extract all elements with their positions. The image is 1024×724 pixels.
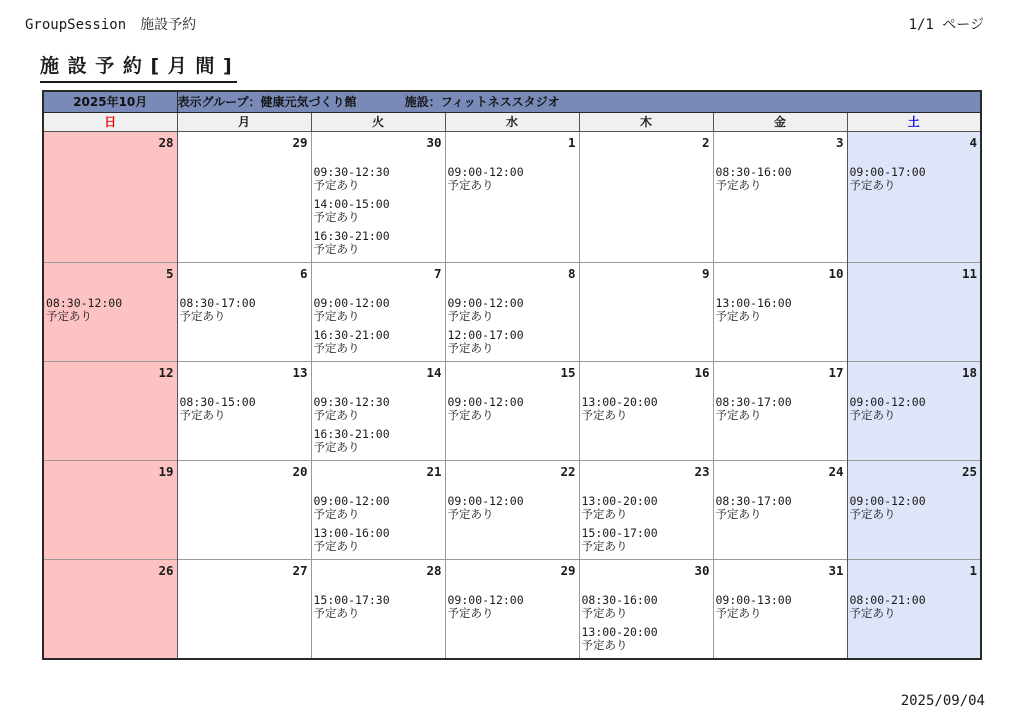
day-cell xyxy=(177,263,311,362)
day-cell xyxy=(579,263,713,362)
group-facility-header xyxy=(177,91,981,113)
weekday-thursday: 木 xyxy=(579,113,713,132)
day-events xyxy=(178,480,311,495)
day-events xyxy=(714,282,847,323)
day-events xyxy=(446,579,579,620)
reservation-entry xyxy=(582,396,711,422)
reservation-entry xyxy=(180,297,309,323)
reservation-status: 予定あり xyxy=(447,408,494,422)
day-number: 13 xyxy=(292,365,308,380)
calendar-week-row xyxy=(43,263,981,362)
day-number: 29 xyxy=(560,563,576,578)
day-events xyxy=(580,579,713,652)
day-number: 29 xyxy=(292,135,308,150)
day-cell xyxy=(579,560,713,660)
reservation-status: 予定あり xyxy=(313,539,360,553)
reservation-status: 予定あり xyxy=(581,539,628,553)
reservation-status: 予定あり xyxy=(313,507,360,521)
reservation-time: 13:00-20:00 xyxy=(581,494,658,508)
reservation-status: 予定あり xyxy=(313,242,360,256)
reservation-entry xyxy=(448,297,577,323)
print-date: 2025/09/04 xyxy=(900,693,985,709)
day-cell xyxy=(713,560,847,660)
day-number: 26 xyxy=(158,563,174,578)
day-events xyxy=(580,381,713,422)
reservation-time: 15:00-17:30 xyxy=(313,593,390,607)
reservation-status: 予定あり xyxy=(581,638,628,652)
day-number: 20 xyxy=(292,464,308,479)
reservation-time: 08:30-17:00 xyxy=(715,395,792,409)
day-number: 17 xyxy=(828,365,844,380)
day-number: 30 xyxy=(694,563,710,578)
day-events xyxy=(178,381,311,422)
reservation-entry xyxy=(716,396,845,422)
day-number: 24 xyxy=(828,464,844,479)
day-events xyxy=(446,282,579,355)
day-cell xyxy=(43,263,177,362)
day-events xyxy=(446,480,579,521)
day-cell xyxy=(43,362,177,461)
day-cell xyxy=(43,461,177,560)
day-number: 12 xyxy=(158,365,174,380)
reservation-time: 09:00-12:00 xyxy=(447,494,524,508)
page-indicator: 1/1 ページ xyxy=(908,17,984,33)
day-events xyxy=(44,579,177,594)
day-number: 7 xyxy=(433,266,442,281)
day-events xyxy=(714,579,847,620)
reservation-time: 09:30-12:30 xyxy=(313,395,390,409)
reservation-status: 予定あり xyxy=(313,440,360,454)
reservation-entry xyxy=(314,527,443,553)
reservation-status: 予定あり xyxy=(715,309,762,323)
day-events xyxy=(580,480,713,553)
reservation-entry xyxy=(716,297,845,323)
reservation-time: 09:00-12:00 xyxy=(447,165,524,179)
day-cell xyxy=(311,132,445,263)
reservation-time: 15:00-17:00 xyxy=(581,526,658,540)
day-number: 8 xyxy=(567,266,576,281)
day-cell xyxy=(177,132,311,263)
reservation-entry xyxy=(582,594,711,620)
day-events xyxy=(44,151,177,166)
day-number: 18 xyxy=(961,365,977,380)
day-number: 10 xyxy=(828,266,844,281)
app-title: GroupSession 施設予約 xyxy=(25,17,197,33)
calendar-week-row xyxy=(43,560,981,660)
weekday-wednesday: 水 xyxy=(445,113,579,132)
reservation-time: 08:30-12:00 xyxy=(46,296,123,310)
display-group-label: 表示グループ：健康元気づくり館 xyxy=(177,95,357,109)
reservation-status: 予定あり xyxy=(849,408,896,422)
day-events xyxy=(848,480,981,521)
day-cell xyxy=(445,132,579,263)
day-number: 1 xyxy=(567,135,576,150)
weekday-tuesday: 火 xyxy=(311,113,445,132)
facility-label: 施設：フィットネススタジオ xyxy=(404,95,560,109)
day-cell xyxy=(445,560,579,660)
day-number: 5 xyxy=(165,266,174,281)
reservation-status: 予定あり xyxy=(849,178,896,192)
reservation-time: 08:30-17:00 xyxy=(715,494,792,508)
day-cell xyxy=(847,132,981,263)
reservation-time: 09:00-12:00 xyxy=(447,395,524,409)
reservation-month-calendar xyxy=(42,90,982,660)
reservation-status: 予定あり xyxy=(179,408,226,422)
day-events xyxy=(446,381,579,422)
reservation-status: 予定あり xyxy=(849,507,896,521)
reservation-entry xyxy=(850,166,979,192)
day-events xyxy=(312,579,445,620)
day-cell xyxy=(713,263,847,362)
day-events xyxy=(714,480,847,521)
reservation-time: 08:00-21:00 xyxy=(849,593,926,607)
day-cell xyxy=(445,461,579,560)
reservation-time: 09:00-12:00 xyxy=(447,296,524,310)
day-number: 27 xyxy=(292,563,308,578)
reservation-time: 09:00-12:00 xyxy=(447,593,524,607)
day-cell xyxy=(713,132,847,263)
day-cell xyxy=(43,560,177,660)
day-events xyxy=(178,151,311,166)
reservation-entry xyxy=(46,297,175,323)
reservation-status: 予定あり xyxy=(581,408,628,422)
reservation-entry xyxy=(850,396,979,422)
day-events xyxy=(312,480,445,553)
day-number: 16 xyxy=(694,365,710,380)
reservation-time: 08:30-16:00 xyxy=(581,593,658,607)
day-number: 22 xyxy=(560,464,576,479)
reservation-entry xyxy=(448,166,577,192)
day-number: 31 xyxy=(828,563,844,578)
reservation-entry xyxy=(314,396,443,422)
day-cell xyxy=(311,560,445,660)
day-cell xyxy=(579,132,713,263)
reservation-status: 予定あり xyxy=(715,606,762,620)
reservation-entry xyxy=(448,329,577,355)
reservation-time: 13:00-20:00 xyxy=(581,625,658,639)
reservation-time: 16:30-21:00 xyxy=(313,229,390,243)
day-cell xyxy=(43,132,177,263)
day-cell xyxy=(847,461,981,560)
reservation-entry xyxy=(850,594,979,620)
reservation-status: 予定あり xyxy=(715,408,762,422)
day-number: 19 xyxy=(158,464,174,479)
day-cell xyxy=(847,362,981,461)
day-events xyxy=(580,151,713,166)
day-events xyxy=(580,282,713,297)
day-number: 14 xyxy=(426,365,442,380)
day-number: 28 xyxy=(426,563,442,578)
reservation-status: 予定あり xyxy=(313,341,360,355)
day-events xyxy=(178,579,311,594)
day-cell xyxy=(445,263,579,362)
reservation-time: 09:00-12:00 xyxy=(313,296,390,310)
reservation-entry xyxy=(716,594,845,620)
day-cell xyxy=(847,560,981,660)
reservation-status: 予定あり xyxy=(447,507,494,521)
reservation-entry xyxy=(582,527,711,553)
day-number: 23 xyxy=(694,464,710,479)
day-events xyxy=(312,151,445,256)
day-number: 15 xyxy=(560,365,576,380)
reservation-time: 08:30-17:00 xyxy=(179,296,256,310)
reservation-time: 09:00-12:00 xyxy=(849,395,926,409)
calendar-week-row xyxy=(43,132,981,263)
reservation-time: 13:00-16:00 xyxy=(715,296,792,310)
reservation-entry xyxy=(448,396,577,422)
day-events xyxy=(312,381,445,454)
day-cell xyxy=(177,560,311,660)
reservation-entry xyxy=(314,594,443,620)
reservation-status: 予定あり xyxy=(715,507,762,521)
day-number: 6 xyxy=(299,266,308,281)
reservation-status: 予定あり xyxy=(46,309,92,323)
reservation-entry xyxy=(180,396,309,422)
reservation-entry xyxy=(314,428,443,454)
reservation-status: 予定あり xyxy=(447,606,494,620)
day-cell xyxy=(177,362,311,461)
day-number: 25 xyxy=(961,464,977,479)
reservation-entry xyxy=(314,495,443,521)
day-cell xyxy=(311,362,445,461)
day-events xyxy=(848,282,981,297)
reservation-entry xyxy=(582,626,711,652)
reservation-time: 09:00-12:00 xyxy=(313,494,390,508)
reservation-entry xyxy=(448,594,577,620)
reservation-time: 09:00-12:00 xyxy=(849,494,926,508)
day-events xyxy=(714,381,847,422)
reservation-time: 12:00-17:00 xyxy=(447,328,524,342)
day-number: 3 xyxy=(835,135,844,150)
day-events xyxy=(446,151,579,192)
reservation-status: 予定あり xyxy=(581,606,628,620)
reservation-entry xyxy=(582,495,711,521)
reservation-status: 予定あり xyxy=(313,606,360,620)
reservation-status: 予定あり xyxy=(849,606,896,620)
reservation-time: 09:30-12:30 xyxy=(313,165,390,179)
reservation-time: 08:30-16:00 xyxy=(715,165,792,179)
reservation-time: 09:00-13:00 xyxy=(715,593,792,607)
reservation-entry xyxy=(850,495,979,521)
reservation-status: 予定あり xyxy=(179,309,226,323)
reservation-time: 08:30-15:00 xyxy=(179,395,256,409)
reservation-entry xyxy=(314,297,443,323)
day-cell xyxy=(713,362,847,461)
day-cell xyxy=(177,461,311,560)
calendar-week-row xyxy=(43,362,981,461)
reservation-time: 16:30-21:00 xyxy=(313,427,390,441)
day-events xyxy=(714,151,847,192)
day-cell xyxy=(579,362,713,461)
reservation-status: 予定あり xyxy=(715,178,762,192)
day-number: 2 xyxy=(701,135,710,150)
day-number: 1 xyxy=(969,563,977,578)
day-events xyxy=(848,151,981,192)
weekday-friday: 金 xyxy=(713,113,847,132)
reservation-status: 予定あり xyxy=(313,408,360,422)
day-number: 9 xyxy=(701,266,710,281)
reservation-entry xyxy=(716,166,845,192)
day-events xyxy=(178,282,311,323)
day-events xyxy=(44,381,177,396)
reservation-time: 14:00-15:00 xyxy=(313,197,390,211)
reservation-status: 予定あり xyxy=(447,309,494,323)
day-cell xyxy=(847,263,981,362)
page-header xyxy=(25,14,984,34)
reservation-status: 予定あり xyxy=(313,178,360,192)
weekday-saturday: 土 xyxy=(847,113,981,132)
reservation-time: 13:00-16:00 xyxy=(313,526,390,540)
day-events xyxy=(848,381,981,422)
day-events xyxy=(44,480,177,495)
calendar-info-header-row xyxy=(43,91,981,113)
weekday-monday: 月 xyxy=(177,113,311,132)
reservation-time: 09:00-17:00 xyxy=(849,165,926,179)
weekday-sunday: 日 xyxy=(43,113,177,132)
reservation-status: 予定あり xyxy=(447,178,494,192)
reservation-time: 13:00-20:00 xyxy=(581,395,658,409)
reservation-status: 予定あり xyxy=(447,341,494,355)
day-number: 30 xyxy=(426,135,442,150)
reservation-status: 予定あり xyxy=(313,210,360,224)
calendar-week-row xyxy=(43,461,981,560)
reservation-status: 予定あり xyxy=(581,507,628,521)
day-cell xyxy=(445,362,579,461)
day-number: 11 xyxy=(961,266,977,281)
day-number: 21 xyxy=(426,464,442,479)
day-cell xyxy=(713,461,847,560)
reservation-time: 16:30-21:00 xyxy=(313,328,390,342)
day-events xyxy=(312,282,445,355)
reservation-entry xyxy=(314,198,443,224)
reservation-entry xyxy=(314,329,443,355)
page-title: 施 設 予 約 [ 月 間 ] xyxy=(40,51,237,83)
day-number: 28 xyxy=(158,135,174,150)
reservation-entry xyxy=(716,495,845,521)
month-label: 2025年10月 xyxy=(43,91,177,113)
reservation-entry xyxy=(448,495,577,521)
day-cell xyxy=(579,461,713,560)
day-cell xyxy=(311,461,445,560)
day-events xyxy=(44,282,177,323)
reservation-status: 予定あり xyxy=(313,309,360,323)
reservation-entry xyxy=(314,166,443,192)
day-events xyxy=(848,579,981,620)
weekday-header-row xyxy=(43,113,981,132)
day-cell xyxy=(311,263,445,362)
day-number: 4 xyxy=(969,135,977,150)
reservation-entry xyxy=(314,230,443,256)
